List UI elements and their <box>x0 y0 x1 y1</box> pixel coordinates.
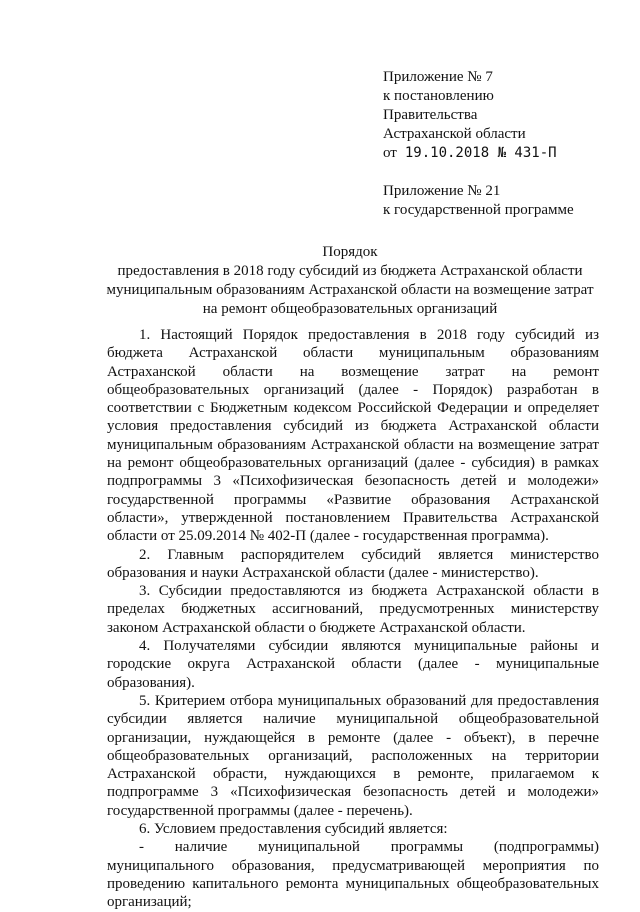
paragraph-4: 4. Получателями субсидии являются муниципальные районы и городские округа Астраханской области (далее - муниципальные образования). <box>107 638 599 691</box>
title-line-3: на ремонт общеобразовательных организаций <box>202 301 498 317</box>
title-line-2: муниципальным образованиям Астраханской области на возмещение затрат <box>106 282 594 298</box>
annex-date-prefix: от <box>383 145 397 161</box>
annex-to-program: к государственной программе <box>383 202 574 218</box>
paragraph-6: 6. Условием предоставления субсидий является: <box>139 821 448 838</box>
paragraph-1: 1. Настоящий Порядок предоставления в 2018 году субсидий из бюджета Астраханской области муниципальным образованиям Астраханской области на возмещение затрат на ремонт общеобразовательных организаций (далее - Порядок) разработан в соответствии с Бюджетным кодексом Российской Федерации и определяет условия предоставления субсидий из бюджета Астраханской области муниципальным образованиям Астраханской области на возмещение затрат на ремонт общеобразовательных организаций (далее - субсидия) в рамках подпрограммы 3 «Психофизическая безопасность детей и молодежи» государственной программы «Развитие образования Астраханской области», утвержденной постановлением Правительства Астраханской области от 25.09.2014 № 402-П (далее - государственная программа). <box>107 327 599 545</box>
annex-government: Правительства <box>383 107 478 123</box>
annex-number: Приложение № 7 <box>383 69 493 85</box>
paragraph-5: 5. Критерием отбора муниципальных образований для предоставления субсидии является наличие муниципальной общеобразовательной организации, нуждающейся в ремонте (далее - объект), в перечне общеобразовательных организаций, расположенных на территории Астраханской обрасти, нуждающихся в ремонте, прилагаемом к подпрограмме 3 «Психофизическая безопасность детей и молодежи» государственной программы (далее - перечень). <box>107 692 599 819</box>
document-body <box>107 326 599 912</box>
paragraph-2: 2. Главным распорядителем субсидий является министерство образования и науки Астраханской области (далее - министерство). <box>107 546 599 581</box>
document-title <box>100 243 600 319</box>
title-heading: Порядок <box>322 244 378 260</box>
annex-header <box>383 68 574 220</box>
paragraph-3: 3. Субсидии предоставляются из бюджета Астраханской области в пределах бюджетных ассигнований, предусмотренных министерству законом Астраханской области о бюджете Астраханской области. <box>107 583 599 636</box>
annex-program-number: Приложение № 21 <box>383 183 501 199</box>
title-line-1: предоставления в 2018 году субсидий из бюджета Астраханской области <box>117 263 583 279</box>
annex-to-resolution: к постановлению <box>383 88 494 104</box>
paragraph-6-item: - наличие муниципальной программы (подпрограммы) муниципального образования, предусматривающей мероприятия по проведению капитального ремонта муниципальных общеобразовательных организаций; <box>107 839 599 911</box>
annex-region: Астраханской области <box>383 126 526 142</box>
annex-date-line <box>383 144 574 163</box>
annex-date-stamp: 19.10.2018 № 431-П <box>404 145 557 161</box>
